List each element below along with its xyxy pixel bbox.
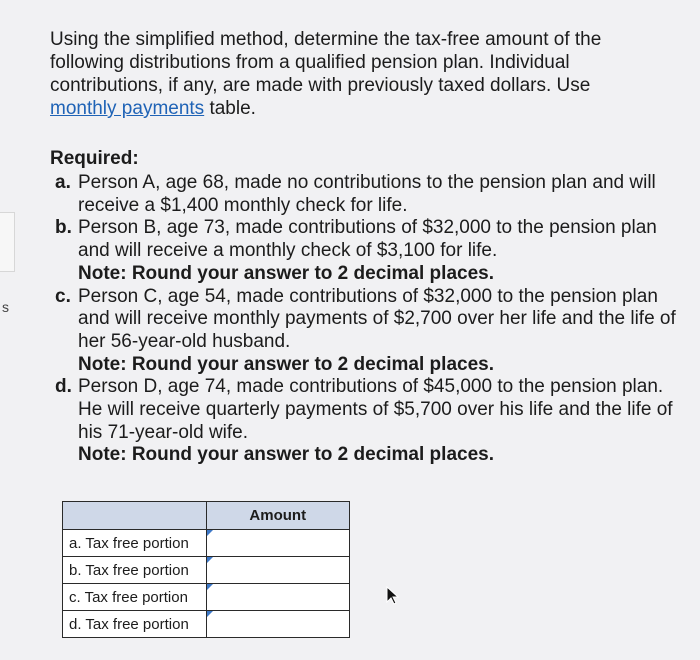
amount-cell bbox=[206, 557, 350, 584]
required-heading: Required: bbox=[50, 148, 139, 169]
part-a bbox=[55, 172, 685, 217]
part-b bbox=[55, 217, 685, 285]
intro-text: Using the simplified method, determine the tax-free amount of the following distributions from a qualified pension plan. Individual contributions, if any, are made with previously taxed dollars. Use bbox=[50, 29, 602, 96]
tax-free-a-input[interactable] bbox=[207, 531, 350, 555]
amount-cell bbox=[206, 530, 350, 557]
part-d bbox=[55, 376, 685, 467]
part-text: Person D, age 74, made contributions of $45,000 to the pension plan. He will receive quarterly payments of $5,700 over his life and the life of his 71-year-old wife. bbox=[78, 376, 673, 443]
tax-free-d-input[interactable] bbox=[207, 612, 350, 636]
part-letter: c. bbox=[55, 285, 71, 307]
answer-table bbox=[62, 501, 350, 638]
monthly-payments-link[interactable]: monthly payments bbox=[50, 98, 205, 119]
input-marker-icon bbox=[207, 611, 213, 617]
table-row bbox=[63, 557, 350, 584]
table-header-row bbox=[63, 502, 350, 530]
input-marker-icon bbox=[207, 530, 213, 536]
part-text: Person A, age 68, made no contributions to the pension plan and will receive a $1,400 monthly check for life. bbox=[78, 172, 656, 216]
required-parts-list bbox=[55, 172, 685, 467]
rounding-note: Note: Round your answer to 2 decimal places. bbox=[78, 444, 494, 466]
table-row bbox=[63, 530, 350, 557]
part-letter: d. bbox=[55, 376, 72, 398]
input-marker-icon bbox=[207, 557, 213, 563]
amount-column-header: Amount bbox=[206, 502, 350, 530]
input-marker-icon bbox=[207, 584, 213, 590]
part-letter: a. bbox=[55, 172, 71, 193]
rounding-note: Note: Round your answer to 2 decimal places. bbox=[78, 262, 494, 284]
row-label: d. Tax free portion bbox=[63, 611, 207, 638]
part-text: Person C, age 54, made contributions of $32,000 to the pension plan and will receive monthly payments of $2,700 over her life and the life of her 56-year-old husband. bbox=[78, 285, 676, 352]
part-text: Person B, age 73, made contributions of $32,000 to the pension plan and will receive a monthly check of $3,100 for life. bbox=[78, 217, 657, 262]
row-label: c. Tax free portion bbox=[63, 584, 207, 611]
left-panel-edge bbox=[0, 212, 15, 272]
part-c bbox=[55, 286, 685, 377]
amount-cell bbox=[206, 611, 350, 638]
part-letter: b. bbox=[55, 217, 72, 239]
header-blank-cell bbox=[63, 502, 207, 530]
problem-intro bbox=[50, 28, 660, 120]
table-row bbox=[63, 611, 350, 638]
tax-free-b-input[interactable] bbox=[207, 558, 350, 582]
table-row bbox=[63, 584, 350, 611]
mouse-pointer-icon bbox=[385, 585, 401, 605]
intro-text-end: table. bbox=[204, 98, 256, 119]
row-label: b. Tax free portion bbox=[63, 557, 207, 584]
tax-free-c-input[interactable] bbox=[207, 585, 350, 609]
amount-cell bbox=[206, 584, 350, 611]
left-edge-text: s bbox=[2, 299, 9, 315]
row-label: a. Tax free portion bbox=[63, 530, 207, 557]
rounding-note: Note: Round your answer to 2 decimal places. bbox=[78, 353, 494, 375]
